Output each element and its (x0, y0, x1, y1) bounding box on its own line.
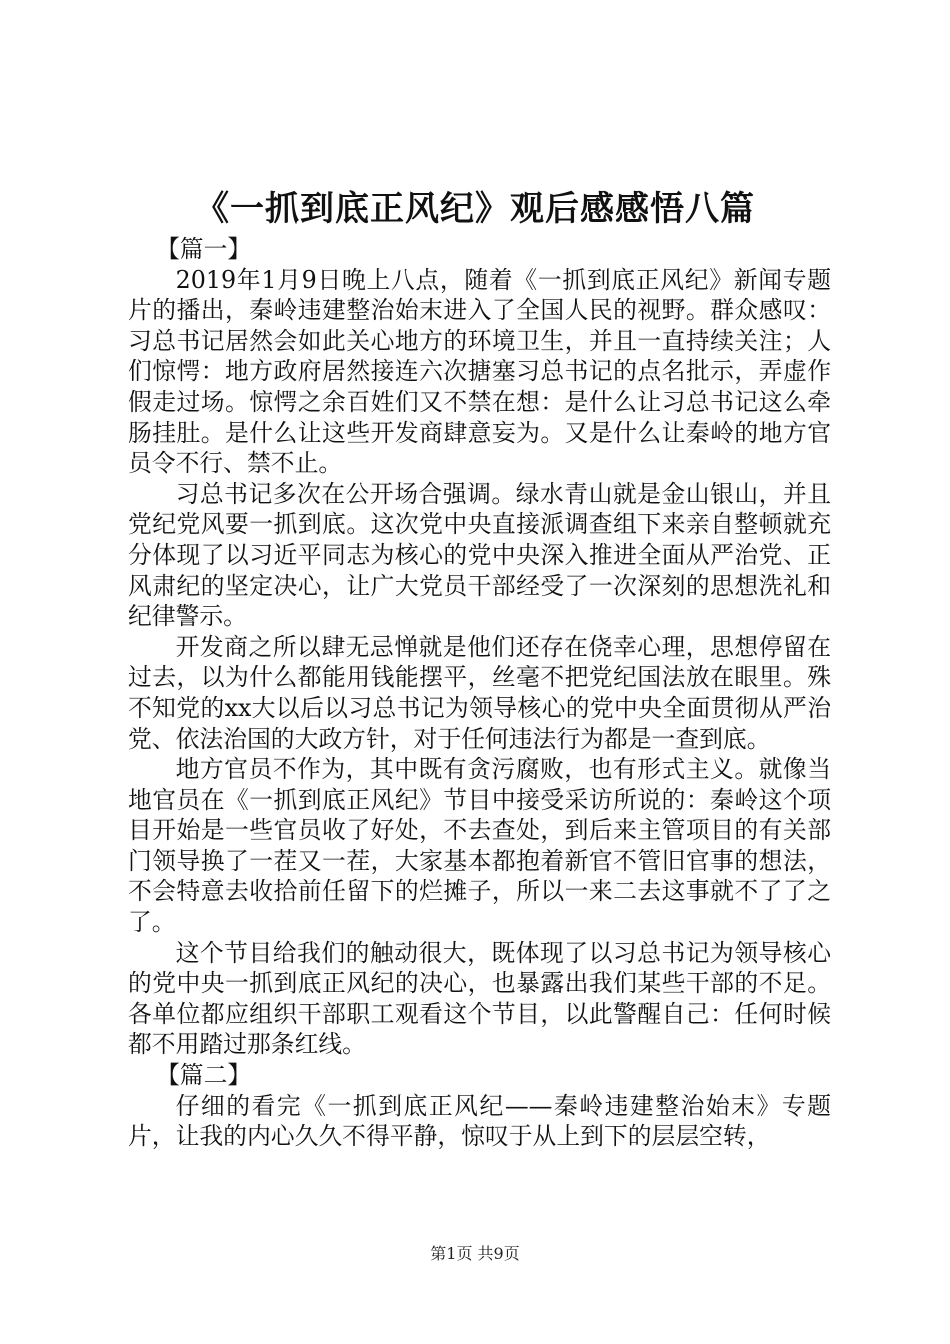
paragraph: 仔细的看完《一抓到底正风纪——秦岭违建整治始末》专题片，让我的内心久久不得平静，惊叹于从上到下的层层空转， (128, 1091, 831, 1151)
section-heading-1: 【篇一】 (156, 235, 252, 263)
page-footer: 第1页 共9页 (430, 1244, 520, 1263)
paragraph: 开发商之所以肆无忌惮就是他们还存在侥幸心理，思想停留在过去，以为什么都能用钱能摆平，丝毫不把党纪国法放在眼里。殊不知党的xx大以后以习总书记为领导核心的党中央全面贯彻从严治党、依法治国的大政方针，对于任何违法行为都是一查到底。 (128, 632, 831, 753)
section-heading-2: 【篇二】 (156, 1061, 252, 1090)
paragraph: 2019年1月9日晚上八点，随着《一抓到底正风纪》新闻专题片的播出，秦岭违建整治始末进入了全国人民的视野。群众感叹：习总书记居然会如此关心地方的环境卫生，并且一直持续关注；人们惊愕：地方政府居然接连六次搪塞习总书记的点名批示，弄虚作假走过场。惊愕之余百姓们又不禁在想：是什么让习总书记这么牵肠挂肚。是什么让这些开发商肆意妄为。又是什么让秦岭的地方官员令不行、禁不止。 (128, 265, 831, 478)
paragraph: 习总书记多次在公开场合强调。绿水青山就是金山银山，并且党纪党风要一抓到底。这次党中央直接派调查组下来亲自整顿就充分体现了以习近平同志为核心的党中央深入推进全面从严治党、正风肃纪的坚定决心，让广大党员干部经受了一次深刻的思想洗礼和纪律警示。 (128, 479, 831, 631)
paragraph: 这个节目给我们的触动很大，既体现了以习总书记为领导核心的党中央一抓到底正风纪的决心，也暴露出我们某些干部的不足。各单位都应组织干部职工观看这个节目，以此警醒自己：任何时候都不用踏过那条红线。 (128, 938, 831, 1059)
paragraph: 地方官员不作为，其中既有贪污腐败，也有形式主义。就像当地官员在《一抓到底正风纪》节目中接受采访所说的：秦岭这个项目开始是一些官员收了好处，不去查处，到后来主管项目的有关部门领导换了一茬又一茬，大家基本都抱着新官不管旧官事的想法，不会特意去收拾前任留下的烂摊子，所以一来二去这事就不了了之了。 (128, 755, 831, 937)
document-title: 《一抓到底正风纪》观后感感悟八篇 (195, 189, 755, 229)
document-body (128, 234, 831, 1152)
